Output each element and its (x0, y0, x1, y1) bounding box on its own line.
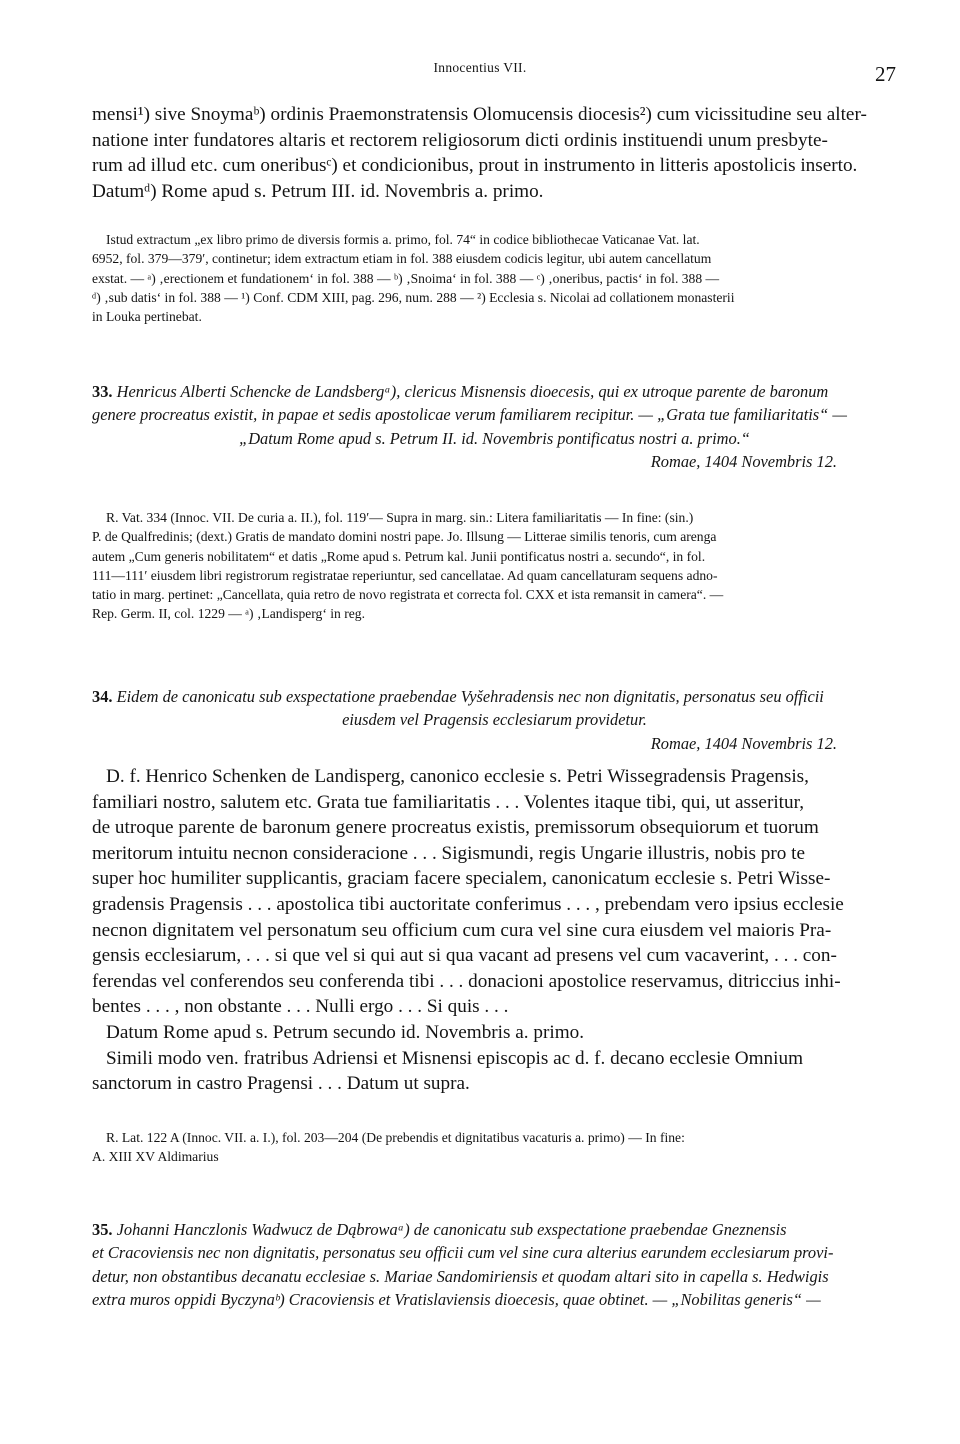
entry-number: 34. (92, 687, 113, 706)
heading-text: et Cracoviensis nec non dignitatis, personatus seu officii cum vel sine cura alterius earundem ecclesiarum provi- (92, 1243, 834, 1263)
page-number: 27 (875, 62, 896, 86)
entry-33-note (92, 508, 897, 624)
note-line: tatio in marg. pertinet: „Cancellata, quia retro de novo registrata et correcta fol. CXX et ista remansit in camera“. — (92, 587, 724, 603)
note-line: in Louka pertinebat. (92, 309, 202, 325)
text-line: Datumᵈ) Rome apud s. Petrum III. id. Novembris a. primo. (92, 180, 544, 202)
note-line: P. de Qualfredinis; (dext.) Gratis de mandato domini nostri pape. Jo. Illsung — Litterae similis tenoris, cum arenga (92, 529, 717, 545)
running-title: Innocentius VII. (433, 60, 527, 75)
heading-text: Eidem de canonicatu sub exspectatione praebendae Vyšehradensis nec non dignitatis, personatus seu officii (116, 687, 824, 706)
intro-note (92, 230, 897, 326)
note-line: 6952, fol. 379—379′, continetur; idem extractum etiam in fol. 388 eiusdem codicis legitur, ubi autem cancellatum (92, 251, 712, 267)
text-line: familiari nostro, salutem etc. Grata tue familiaritatis . . . Volentes itaque tibi, qui, ut asseritur, (92, 791, 805, 813)
entry-number: 35. (92, 1220, 113, 1239)
note-line: A. XIII XV Aldimarius (92, 1149, 219, 1165)
entry-34-heading (92, 685, 897, 755)
text-line: D. f. Henrico Schenken de Landisperg, canonico ecclesie s. Petri Wissegradensis Pragensis, (106, 766, 809, 787)
text-line: mensi¹) sive Snoymaᵇ) ordinis Praemonstratensis Olomucensis diocesis²) cum vicissitudine seu alter- (92, 104, 867, 125)
text-line: Simili modo ven. fratribus Adriensi et Misnensi episcopis ac d. f. decano ecclesie Omnium (106, 1047, 803, 1069)
dateline: Romae, 1404 Novembris 12. (650, 452, 837, 472)
heading-text: eiusdem vel Pragensis ecclesiarum providetur. (342, 710, 647, 730)
note-line: R. Vat. 334 (Innoc. VII. De curia a. II.), fol. 119′— Supra in marg. sin.: Litera familiaritatis — In fine: (sin.) (106, 510, 694, 525)
note-line: autem „Cum generis nobilitatem“ et datis „Rome apud s. Petrum kal. Junii pontificatus nostri a. secundo“, in fol. (92, 548, 706, 564)
note-line: R. Lat. 122 A (Innoc. VII. a. I.), fol. 203—204 (De prebendis et dignitatibus vacaturis a. primo) — In fine: (106, 1130, 685, 1145)
text-line: de utroque parente de baronum genere procreatus existis, premissorum obsequiorum et tuorum (92, 817, 819, 839)
entry-35-heading (92, 1218, 897, 1312)
note-line: 111—111′ eiusdem libri registrorum registratae reperiuntur, sed cancellatae. Ad quam cancellaturam sequens adno- (92, 567, 718, 583)
entry-34-note (92, 1128, 897, 1167)
note-line: exstat. — ᵃ) ‚erectionem et fundationem‘ in fol. 388 — ᵇ) ‚Snoima‘ in fol. 388 — ᶜ) ‚oneribus, pactis‘ in fol. 388 — (92, 270, 720, 286)
text-line: gradensis Pragensis . . . apostolica tibi auctoritate conferimus . . . , prebendam vero ipsius ecclesie (92, 893, 844, 915)
intro-paragraph (92, 102, 897, 204)
heading-text: „Datum Rome apud s. Petrum II. id. Novembris pontificatus nostri a. primo.“ (239, 428, 750, 448)
text-line: Datum Rome apud s. Petrum secundo id. Novembris a. primo. (106, 1021, 585, 1043)
heading-text: Johanni Hanczlonis Wadwucz de Dąbrowaᵃ) de canonicatu sub exspectatione praebendae Gneznensis (116, 1220, 787, 1239)
text-line: super hoc humiliter supplicantis, graciam facere specialem, canonicatum ecclesie s. Petri Wisse- (92, 868, 831, 890)
text-line: bentes . . . , non obstante . . . Nulli ergo . . . Si quis . . . (92, 996, 509, 1018)
dateline: Romae, 1404 Novembris 12. (650, 733, 837, 753)
text-line: sanctorum in castro Pragensi . . . Datum ut supra. (92, 1073, 470, 1095)
note-line: Istud extractum „ex libro primo de diversis formis a. primo, fol. 74“ in codice bibliothecae Vaticanae Vat. lat. (106, 232, 700, 247)
page-header (0, 56, 960, 86)
text-line: natione inter fundatores altaris et rectorem religiosorum dicti ordinis instituendi unum presbyte- (92, 129, 828, 151)
note-line: Rep. Germ. II, col. 1229 — ᵃ) ‚Landisperg‘ in reg. (92, 606, 366, 622)
text-line: ferendas vel conferendos seu conferenda tibi . . . donacioni apostolice reservamus, ditriccius inhi- (92, 970, 841, 992)
entry-34-body (92, 764, 897, 1097)
heading-text: genere procreatus existit, in papae et sedis apostolicae verum familiarem recipitur. — „Grata tue familiaritatis“ — (92, 405, 847, 425)
entry-number: 33. (92, 382, 113, 401)
entry-33-heading (92, 380, 897, 474)
text-line: rum ad illud etc. cum oneribusᶜ) et condicionibus, prout in instrumento in litteris apostolicis inserto. (92, 155, 858, 177)
note-line: ᵈ) ‚sub datis‘ in fol. 388 — ¹) Conf. CDM XIII, pag. 296, num. 288 — ²) Ecclesia s. Nicolai ad collationem monasterii (92, 289, 735, 305)
text-line: gensis ecclesiarum, . . . si que vel si qui aut si qua vacant ad presens vel cum vacaverint, . . . con- (92, 945, 837, 967)
heading-text: extra muros oppidi Byczynaᵇ) Cracoviensis et Vratislaviensis dioecesis, quae obtinet. — „Nobilitas generis“ — (92, 1290, 821, 1310)
text-line: meritorum intuitu necnon consideracione . . . Sigismundi, regis Ungarie illustris, nobis pro te (92, 842, 806, 864)
text-line: necnon dignitatem vel personatum seu officium cum cura vel sine cura eiusdem vel maioris Pra- (92, 919, 832, 941)
heading-text: Henricus Alberti Schencke de Landsbergᵃ), clericus Misnensis dioecesis, qui ex utroque parente de baronum (116, 382, 829, 401)
heading-text: detur, non obstantibus decanatu ecclesiae s. Mariae Sandomiriensis et quodam altari sito in capella s. Hedwigis (92, 1266, 829, 1286)
